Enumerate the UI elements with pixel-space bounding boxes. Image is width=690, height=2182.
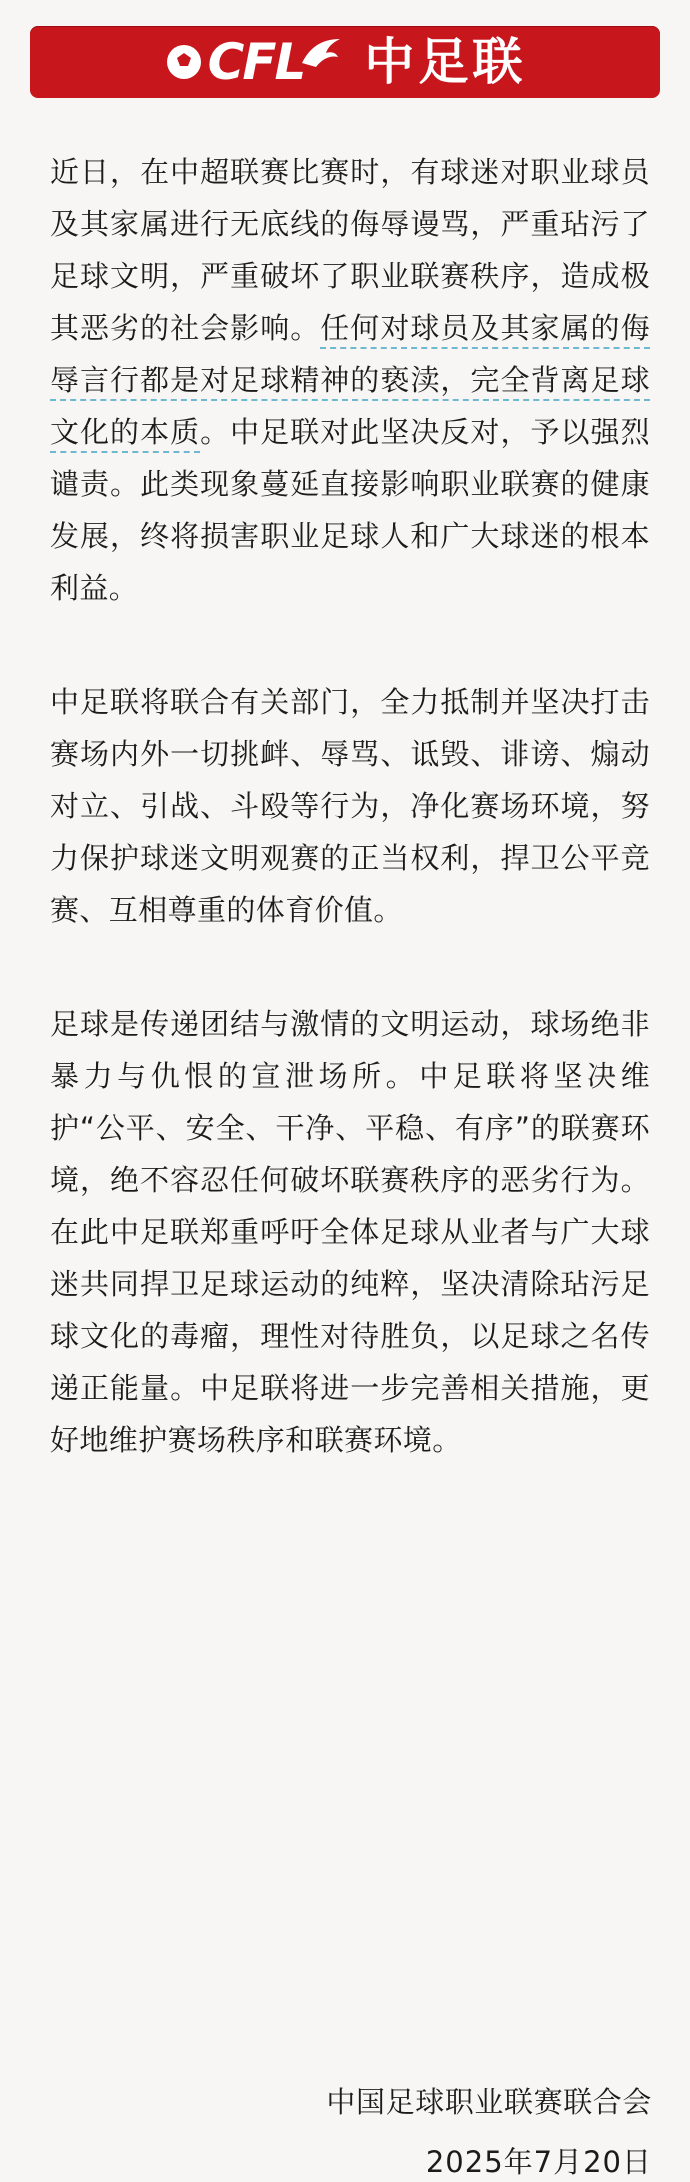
dragon-icon: [298, 33, 344, 73]
header-banner: [30, 26, 660, 98]
highlighted-link[interactable]: 任何对球员及其家属的侮辱言行都是对足球精神的亵渎，完全背离足球文化的本质: [50, 311, 650, 453]
statement-body: [50, 146, 650, 1528]
signature: 中国足球职业联赛联合会: [326, 2085, 652, 2119]
paragraph-1-tail: 。中足联对此坚决反对，予以强烈谴责。此类现象蔓延直接影响职业联赛的健康发展，终将损害职业足球人和广大球迷的根本利益。: [50, 415, 650, 605]
logo-text: CFL: [207, 33, 305, 91]
header-content: [30, 26, 660, 98]
paragraph-1: [50, 146, 650, 614]
org-name: 中足联: [364, 33, 527, 91]
paragraph-1-lead: 近日，在中超联赛比赛时，有球迷对职业球员及其家属进行无底线的侮辱谩骂，严重玷污了足球文明，严重破坏了职业联赛秩序，造成极其恶劣的社会影响。: [50, 155, 650, 345]
date: 2025年7月20日: [425, 2145, 652, 2179]
paragraph-2: 中足联将联合有关部门，全力抵制并坚决打击赛场内外一切挑衅、辱骂、诋毁、诽谤、煽动对立、引战、斗殴等行为，净化赛场环境，努力保护球迷文明观赛的正当权利，捍卫公平竞赛、互相尊重的体育价值。: [50, 685, 650, 927]
paragraph-3: 足球是传递团结与激情的文明运动，球场绝非暴力与仇恨的宣泄场所。中足联将坚决维护“公平、安全、干净、平稳、有序”的联赛环境，绝不容忍任何破坏联赛秩序的恶劣行为。在此中足联郑重呼吁全体足球从业者与广大球迷共同捍卫足球运动的纯粹，坚决清除玷污足球文化的毒瘤，理性对待胜负，以足球之名传递正能量。中足联将进一步完善相关措施，更好地维护赛场秩序和联赛环境。: [50, 1007, 650, 1457]
cfl-logo: [164, 33, 345, 91]
football-icon: [164, 42, 204, 82]
